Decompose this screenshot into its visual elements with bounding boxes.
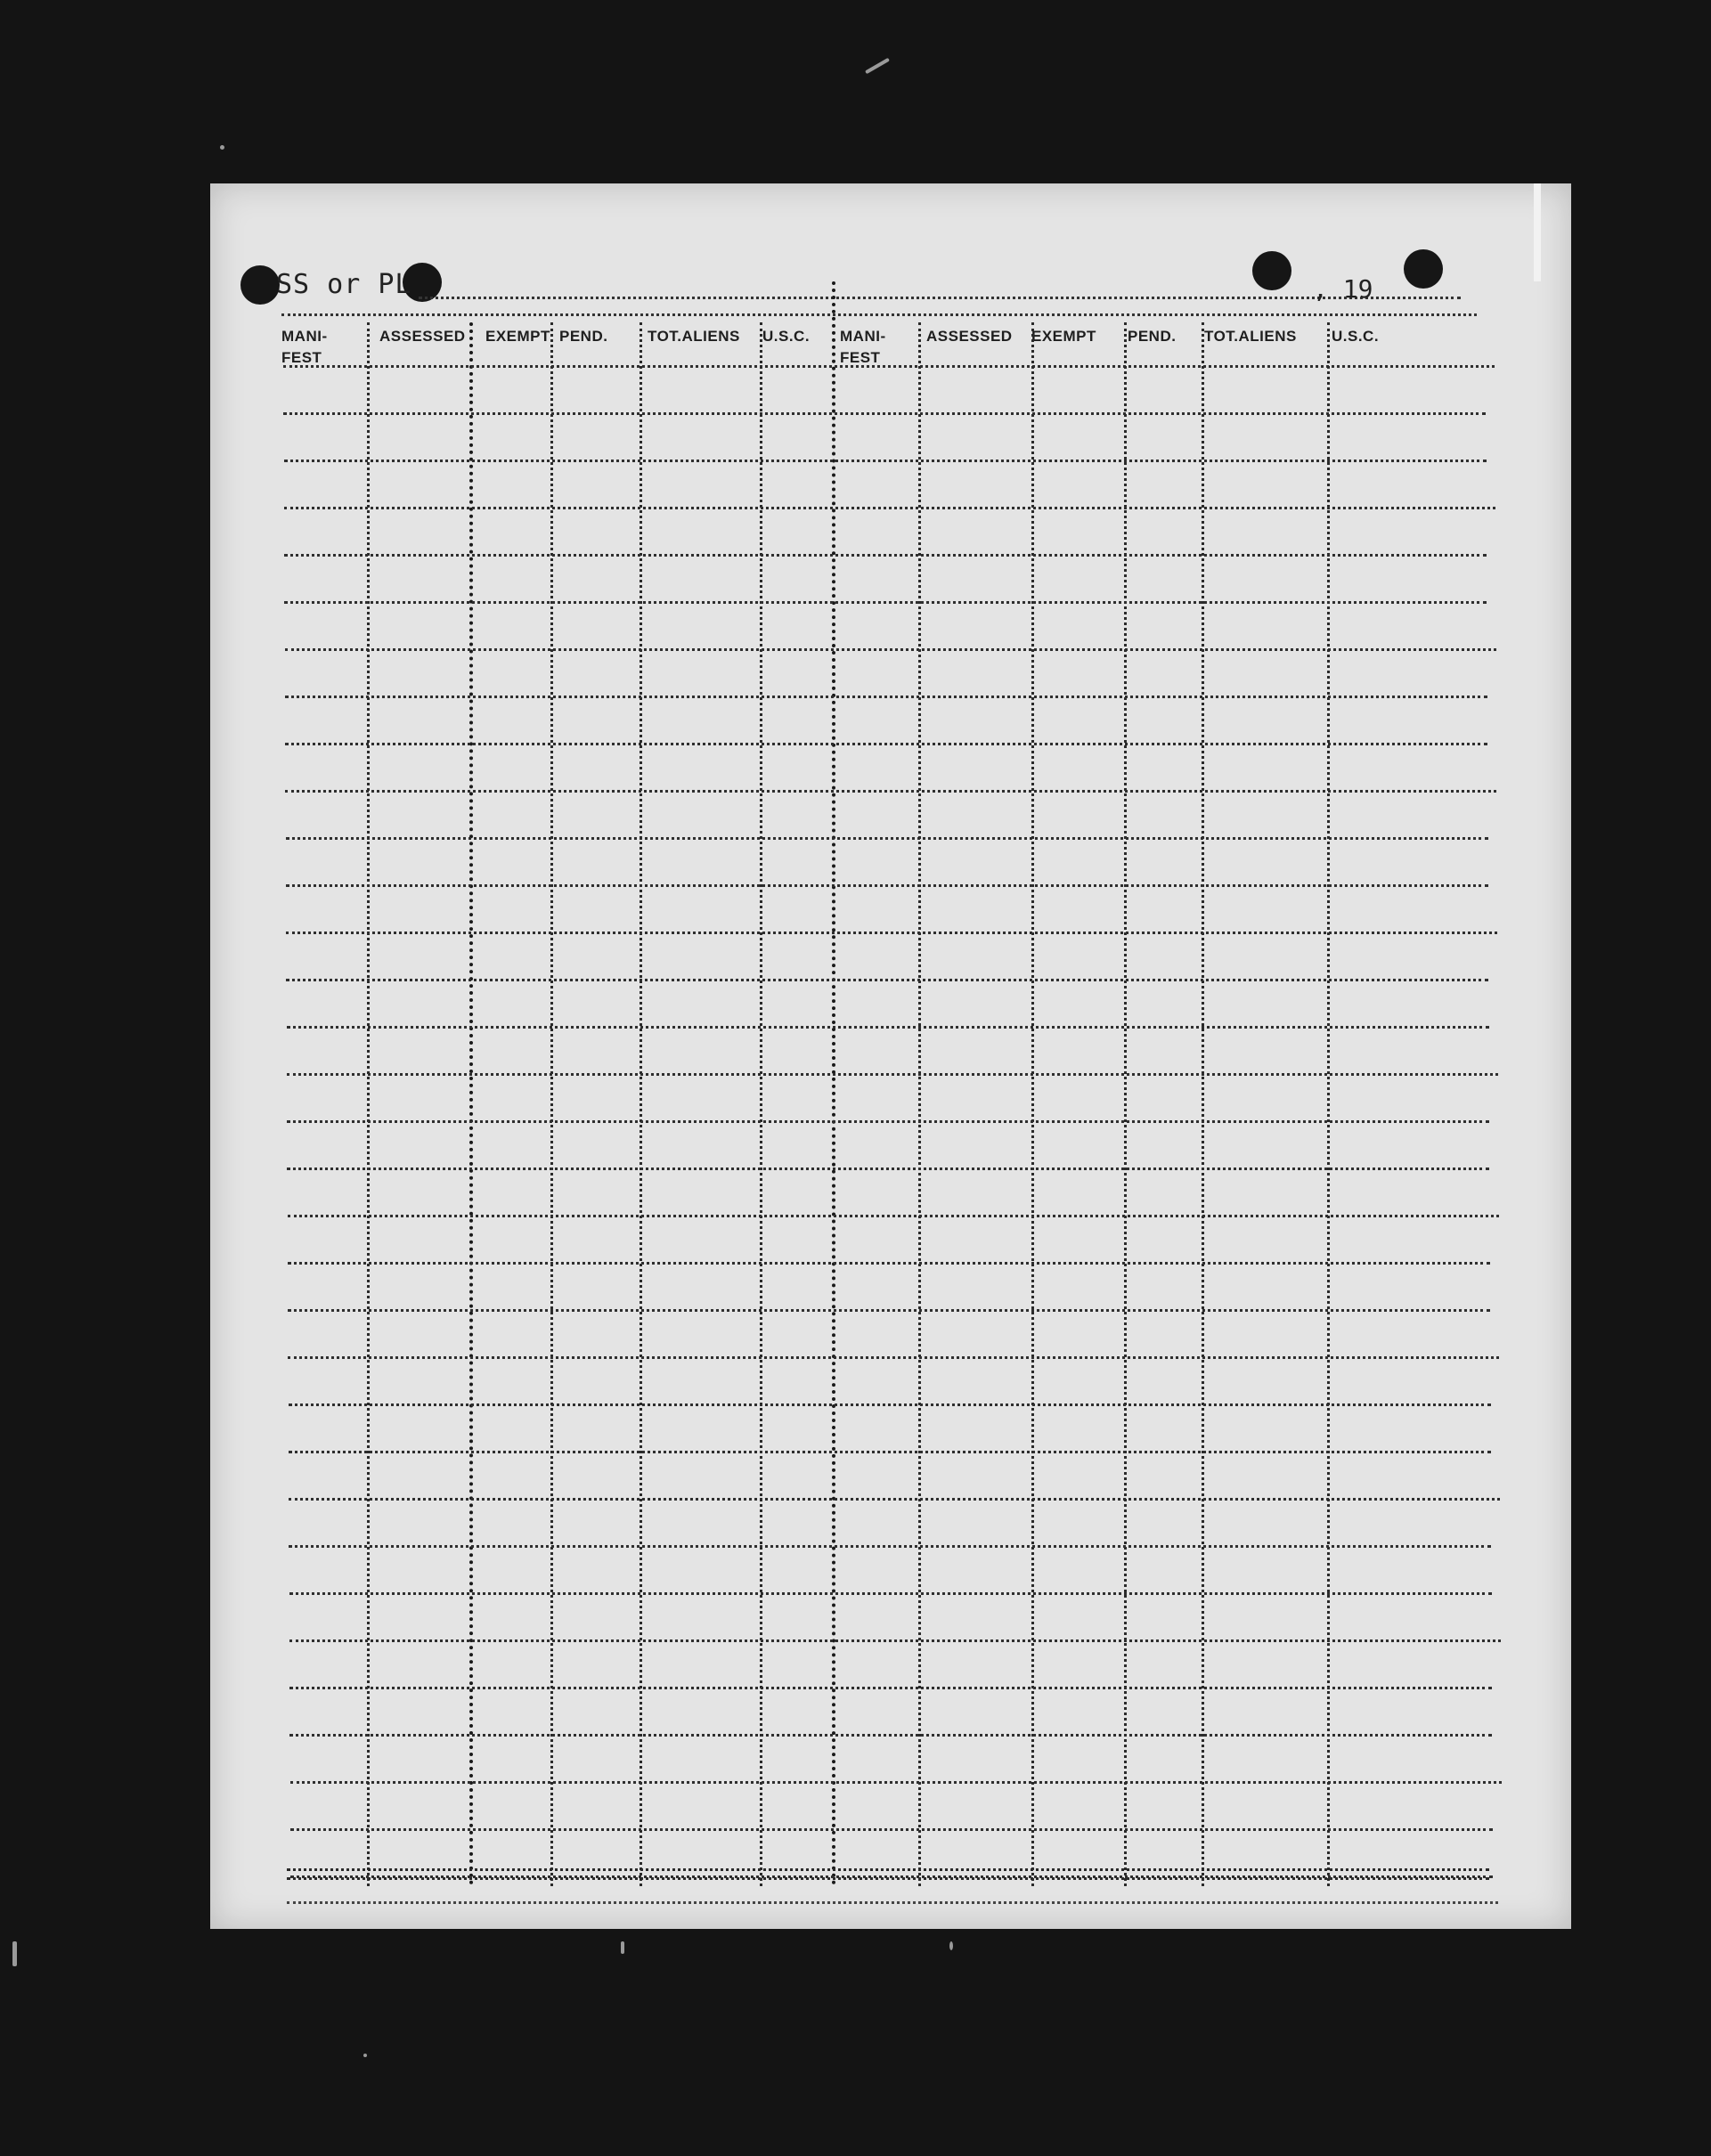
table-row <box>288 1262 1490 1265</box>
punch-hole <box>1404 249 1443 289</box>
sheet-edge <box>1534 183 1541 281</box>
dust-speck <box>621 1941 624 1954</box>
table-row <box>287 1026 1489 1029</box>
column-header: PEND. <box>1128 328 1177 345</box>
column-divider <box>640 322 642 1886</box>
dust-speck <box>949 1941 953 1950</box>
table-row <box>285 648 1496 651</box>
table-row <box>288 1356 1499 1359</box>
column-header: MANI- FEST <box>840 328 886 366</box>
column-divider <box>1202 322 1204 1886</box>
column-header: EXEMPT <box>1031 328 1096 345</box>
table-row <box>287 1073 1498 1076</box>
header-rule <box>281 313 1477 316</box>
column-divider <box>1124 322 1127 1886</box>
vessel-header-label: SS or PL <box>276 269 412 300</box>
table-row <box>289 1592 1492 1595</box>
closing-rule <box>287 1877 1489 1880</box>
vessel-name-blank <box>419 297 1461 299</box>
table-row <box>285 696 1487 698</box>
date-year-label: , 19 <box>1313 274 1373 304</box>
column-divider <box>832 281 835 1886</box>
table-row <box>289 1639 1501 1642</box>
table-row <box>288 1215 1499 1217</box>
table-row <box>286 837 1488 840</box>
bottom-edge-rule <box>287 1901 1498 1904</box>
column-header: U.S.C. <box>1332 328 1380 345</box>
column-header: PEND. <box>559 328 608 345</box>
dust-speck <box>12 1941 17 1966</box>
dust-speck <box>363 2054 367 2057</box>
table-row <box>290 1781 1502 1784</box>
table-row <box>289 1545 1491 1548</box>
table-row <box>288 1309 1490 1312</box>
table-row <box>289 1498 1500 1501</box>
table-row <box>289 1687 1492 1689</box>
table-row <box>289 1451 1491 1453</box>
table-row <box>286 932 1497 934</box>
column-divider <box>469 322 473 1886</box>
table-row <box>284 507 1495 509</box>
table-row <box>283 365 1495 368</box>
table-row <box>286 979 1488 981</box>
column-divider <box>760 322 762 1886</box>
column-divider <box>367 322 370 1886</box>
column-header: EXEMPT <box>485 328 550 345</box>
table-row <box>284 554 1487 557</box>
table-row <box>285 743 1487 745</box>
table-row <box>286 884 1488 887</box>
column-divider <box>550 322 553 1886</box>
column-header: U.S.C. <box>762 328 811 345</box>
table-row <box>287 1120 1489 1123</box>
dust-speck <box>865 58 890 74</box>
column-header: ASSESSED <box>379 328 466 345</box>
table-row <box>284 601 1487 604</box>
column-divider <box>918 322 921 1886</box>
table-row <box>289 1403 1491 1406</box>
column-header: TOT.ALIENS <box>648 328 740 345</box>
table-row <box>287 1167 1489 1170</box>
form-sheet <box>210 183 1571 1929</box>
table-row <box>289 1734 1492 1737</box>
table-row <box>290 1828 1493 1831</box>
table-row <box>285 790 1496 793</box>
dust-speck <box>220 145 224 150</box>
table-row <box>283 412 1486 415</box>
column-header: MANI- FEST <box>281 328 328 366</box>
punch-hole <box>240 265 280 305</box>
closing-rule <box>287 1868 1489 1871</box>
punch-hole <box>1252 251 1291 290</box>
column-divider <box>1031 322 1034 1886</box>
column-header: TOT.ALIENS <box>1204 328 1297 345</box>
table-row <box>284 460 1487 462</box>
column-divider <box>1327 322 1330 1886</box>
column-header: ASSESSED <box>926 328 1013 345</box>
